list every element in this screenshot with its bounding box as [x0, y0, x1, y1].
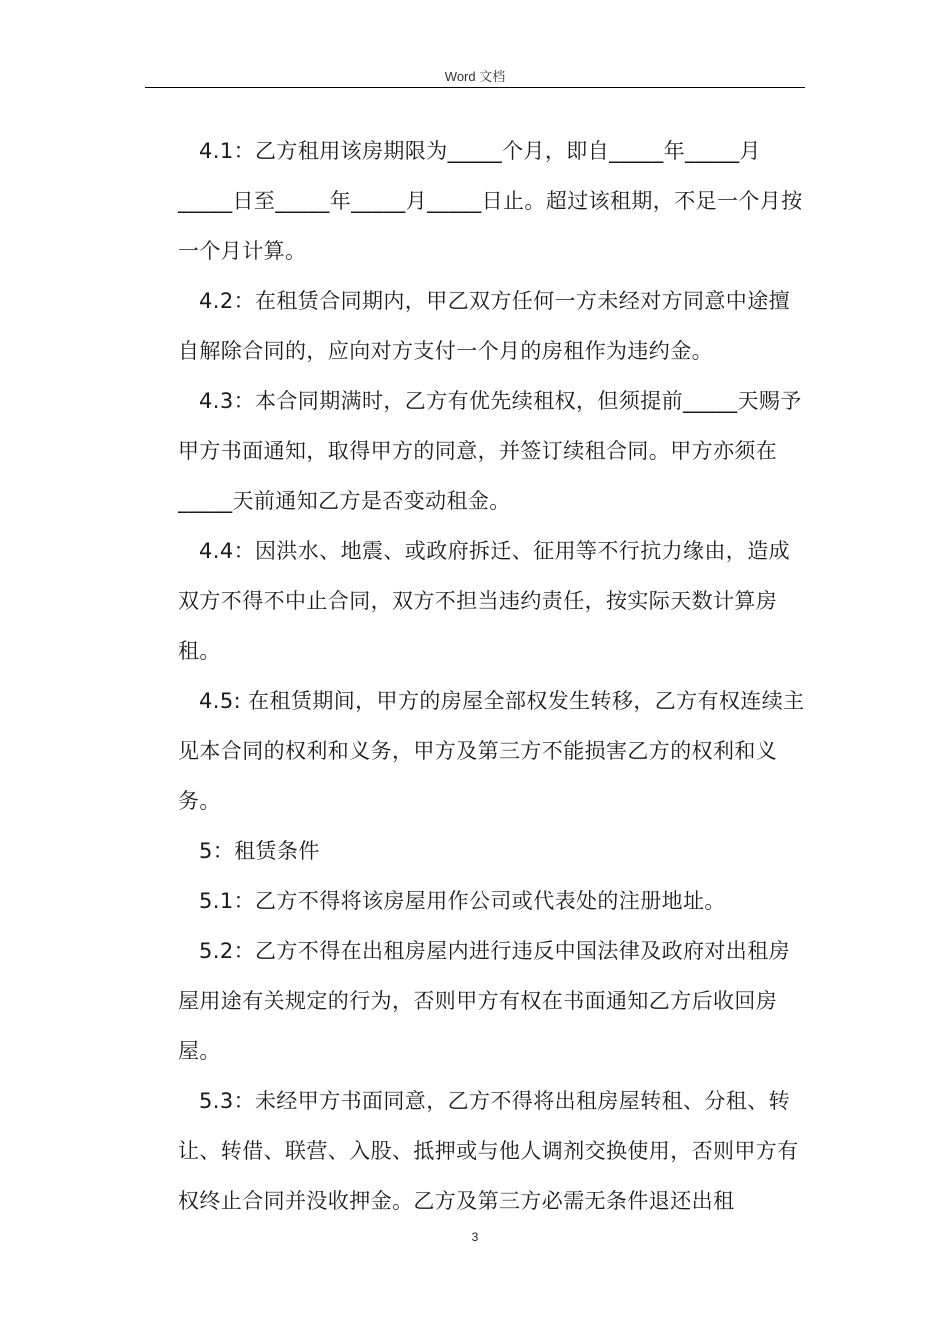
- page-header-title: Word 文档: [444, 69, 506, 84]
- page-number: 3: [471, 1230, 479, 1244]
- paragraph-4-2: 4.2：在租赁合同期内，甲乙双方任何一方未经对方同意中途擅自解除合同的，应向对方支付一个月的房租作为违约金。: [178, 289, 790, 363]
- section-heading-5: 5：租赁条件: [199, 839, 320, 863]
- paragraph-5-3: 5.3：未经甲方书面同意，乙方不得将出租房屋转租、分租、转让、转借、联营、入股、抵押或与他人调剂交换使用，否则甲方有权终止合同并没收押金。乙方及第三方必需无条件退还出租: [178, 1089, 799, 1213]
- paragraph-5-2: 5.2：乙方不得在出租房屋内进行违反中国法律及政府对出租房屋用途有关规定的行为，否则甲方有权在书面通知乙方后收回房屋。: [178, 939, 790, 1063]
- paragraph-4-4: 4.4：因洪水、地震、或政府拆迁、征用等不行抗力缘由，造成双方不得不中止合同，双方不担当违约责任，按实际天数计算房租。: [178, 539, 790, 663]
- header-divider: [145, 87, 805, 88]
- paragraph-4-1: 4.1：乙方租用该房期限为_____个月，即自_____年_____月_____日至_____年_____月_____日止。超过该租期，不足一个月按一个月计算。: [178, 139, 803, 263]
- document-body: [178, 126, 808, 1226]
- paragraph-5-1: 5.1：乙方不得将该房屋用作公司或代表处的注册地址。: [199, 889, 726, 913]
- paragraph-4-5: 4.5: 在租赁期间，甲方的房屋全部权发生转移，乙方有权连续主见本合同的权利和义务，甲方及第三方不能损害乙方的权利和义务。: [178, 689, 805, 813]
- paragraph-4-3: 4.3：本合同期满时，乙方有优先续租权，但须提前_____天赐予甲方书面通知，取得甲方的同意，并签订续租合同。甲方亦须在_____天前通知乙方是否变动租金。: [178, 389, 802, 513]
